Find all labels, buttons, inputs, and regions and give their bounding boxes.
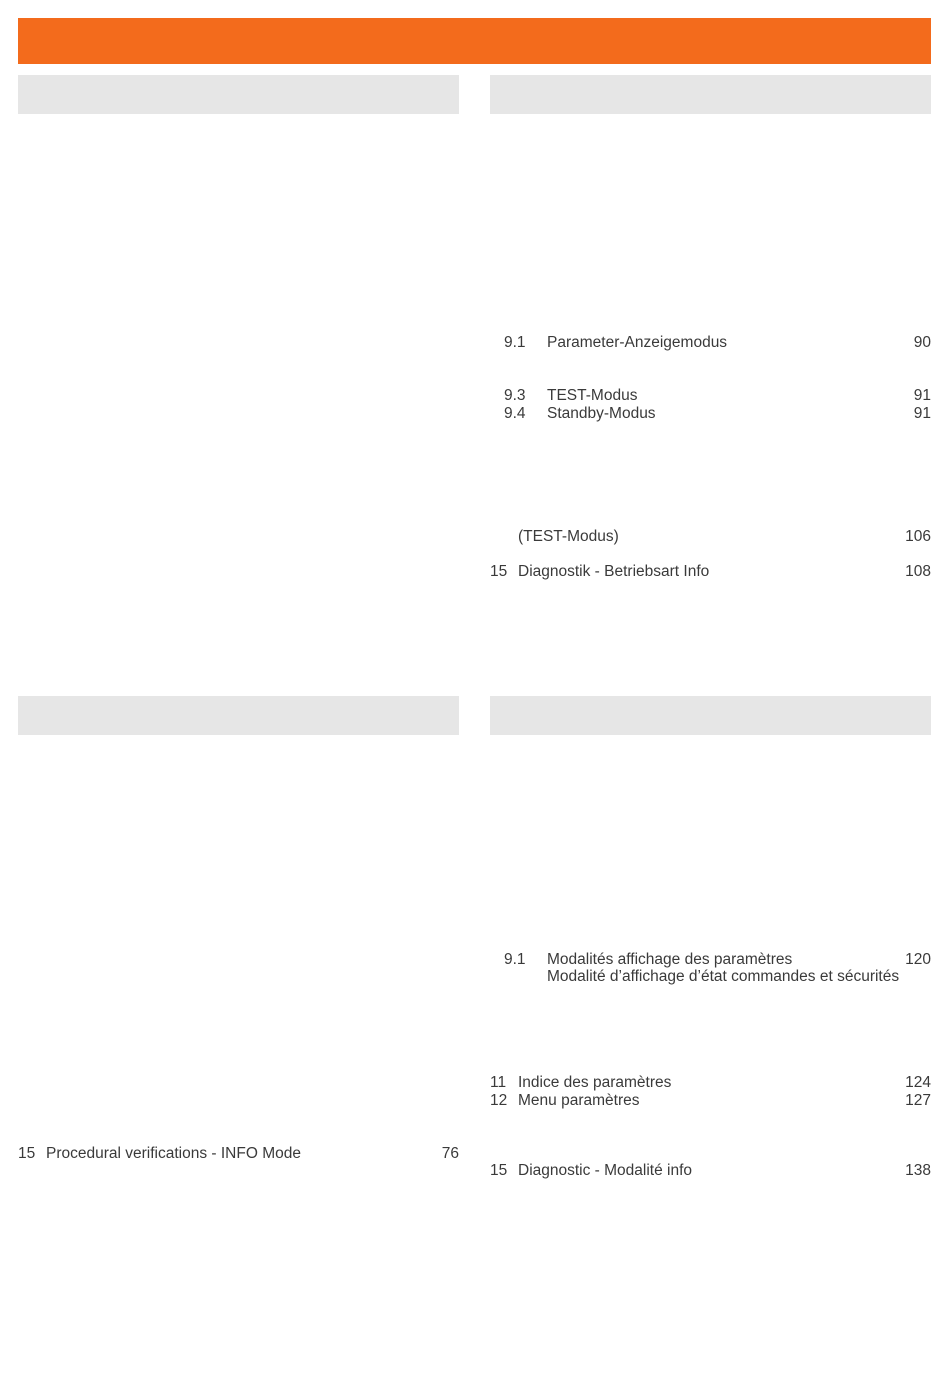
panel-header-bottom-right xyxy=(490,696,931,735)
toc-entry-number: 15 xyxy=(490,563,508,580)
toc-entry-page: 108 xyxy=(905,563,931,580)
toc-entry[interactable] xyxy=(490,1161,931,1181)
toc-entry[interactable] xyxy=(490,386,931,406)
toc-entry-page: 90 xyxy=(913,334,931,351)
toc-entry-number: 9.1 xyxy=(504,951,526,968)
toc-entry-title: (TEST-Modus) xyxy=(518,528,619,545)
toc-entry[interactable] xyxy=(18,1144,459,1164)
toc-entry[interactable] xyxy=(490,1091,931,1111)
header-bar xyxy=(18,18,931,64)
toc-entry-number: 11 xyxy=(490,1074,507,1091)
toc-entry-number: 9.1 xyxy=(504,334,526,351)
toc-entry-title: Indice des paramètres xyxy=(518,1074,672,1091)
toc-entry[interactable] xyxy=(490,404,931,424)
toc-entry-number: 9.4 xyxy=(504,405,526,422)
toc-entry-number: 12 xyxy=(490,1092,508,1109)
toc-entry-subtitle: Modalité d’affichage d’état commandes et sécurités xyxy=(547,968,900,985)
toc-entry-title: Procedural verifications - INFO Mode xyxy=(46,1145,301,1162)
toc-entry-title: Modalités affichage des paramètres xyxy=(547,951,793,968)
toc-entry-title: Standby-Modus xyxy=(547,405,656,422)
toc-entry-number: 15 xyxy=(18,1145,36,1162)
toc-entry-title: Diagnostic - Modalité info xyxy=(518,1162,693,1179)
toc-entry-title: TEST-Modus xyxy=(547,387,638,404)
panel-header-top-right xyxy=(490,75,931,114)
toc-entry[interactable] xyxy=(490,562,931,582)
panel-header-bottom-left xyxy=(18,696,459,735)
toc-entry-page: 76 xyxy=(441,1145,459,1162)
toc-entry-page: 138 xyxy=(905,1162,931,1179)
toc-entry-page: 120 xyxy=(905,951,931,968)
toc-entry-number: 9.3 xyxy=(504,387,526,404)
toc-entry-page: 127 xyxy=(905,1092,931,1109)
toc-entry-page: 106 xyxy=(905,528,931,545)
toc-entry[interactable] xyxy=(490,333,931,353)
toc-entry-title: Menu paramètres xyxy=(518,1092,640,1109)
toc-entry-title: Diagnostik - Betriebsart Info xyxy=(518,563,710,580)
toc-entry-page: 91 xyxy=(913,405,931,422)
toc-entry-page: 91 xyxy=(913,387,931,404)
panel-header-top-left xyxy=(18,75,459,114)
toc-entry-title: Parameter-Anzeigemodus xyxy=(547,334,728,351)
toc-entry[interactable] xyxy=(490,527,931,547)
toc-entry-page: 124 xyxy=(905,1074,931,1091)
toc-entry[interactable] xyxy=(490,1073,931,1093)
toc-entry-number: 15 xyxy=(490,1162,508,1179)
